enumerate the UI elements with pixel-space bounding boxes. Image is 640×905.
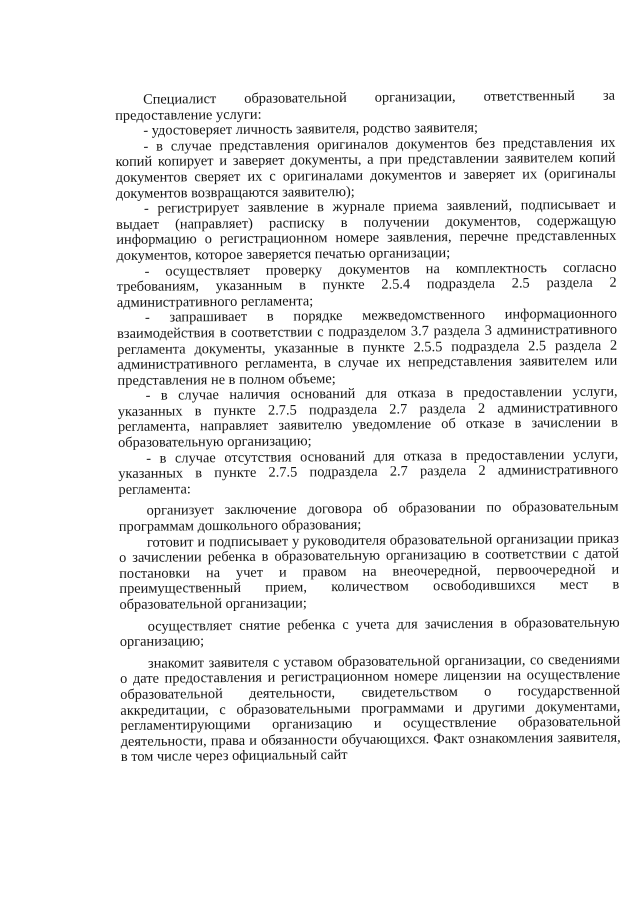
paragraph-no-refusal: - в случае отсутствия оснований для отказа в предоставлении услуги, указанных в пункте 2.7.5 подраздела 2.7 раздела 2 административного регламента: [118, 446, 619, 498]
paragraph-intro: Специалист образовательной организации, ответственный за предоставление услуги: [115, 87, 616, 124]
paragraph-refusal: - в случае наличия оснований для отказа в предоставлении услуги, указанных в пункте 2.7.5 подраздела 2.7 раздела 2 административного регламента, направляет заявителю уведомление об отказе в зачислении в образовательную организацию; [117, 383, 618, 452]
paragraph-deregister: осуществляет снятие ребенка с учета для зачисления в образовательную организацию; [119, 614, 620, 651]
paragraph-order: готовит и подписывает у руководителя образовательной организации приказ о зачислении ребенка в образовательную организацию в соответствии с датой постановки на учет и правом на внеочередной, первоочередной и преимущественный прием, количеством освободившихся мест в образовательной организации; [118, 530, 620, 613]
paragraph-copies: - в случае представления оригиналов документов без представления их копий копирует и заверяет документы, а при представлении заявителем копий документов сверяет их с оригиналами документов и заверяет их (оригиналы документов возвращаются заявителю); [115, 134, 616, 202]
paragraph-acquaint: знакомит заявителя с уставом образовательной организации, со сведениями о дате предоставления и регистрационном номере лицензии на осуществление образовательной деятельности, свидетельством о государственной аккредитации, с образовательными программами и другими документами, регламентирующими организацию и осуществление образовательной деятельности, права и обязанности обучающихся. Факт ознакомления заявителя, в том числе через официальный сайт [120, 651, 621, 766]
paragraph-contract: организует заключение договора об образовании по образовательным программам дошкольного образования; [118, 499, 619, 536]
paragraph-register: - регистрирует заявление в журнале приема заявлений, подписывает и выдает (направляет) расписку в получении документов, содержащую информацию о регистрационном номере заявления, перечне представленных документов, которое заверяется печатью организации; [116, 196, 617, 264]
paragraph-identity: - удостоверяет личность заявителя, родство заявителя; [143, 120, 479, 139]
paragraph-check: - осуществляет проверку документов на комплектность согласно требованиям, указанным в пункте 2.5.4 подраздела 2.5 раздела 2 административного регламента; [116, 259, 617, 311]
document-body [115, 89, 621, 766]
paragraph-request: - запрашивает в порядке межведомственного информационного взаимодействия в соответствии с подразделом 3.7 раздела 3 административного регламента документы, указанные в пункте 2.5.5 подраздела 2.5 раздела 2 административного регламента, в случае их непредставления заявителем или представления не в полном объеме; [117, 305, 618, 389]
